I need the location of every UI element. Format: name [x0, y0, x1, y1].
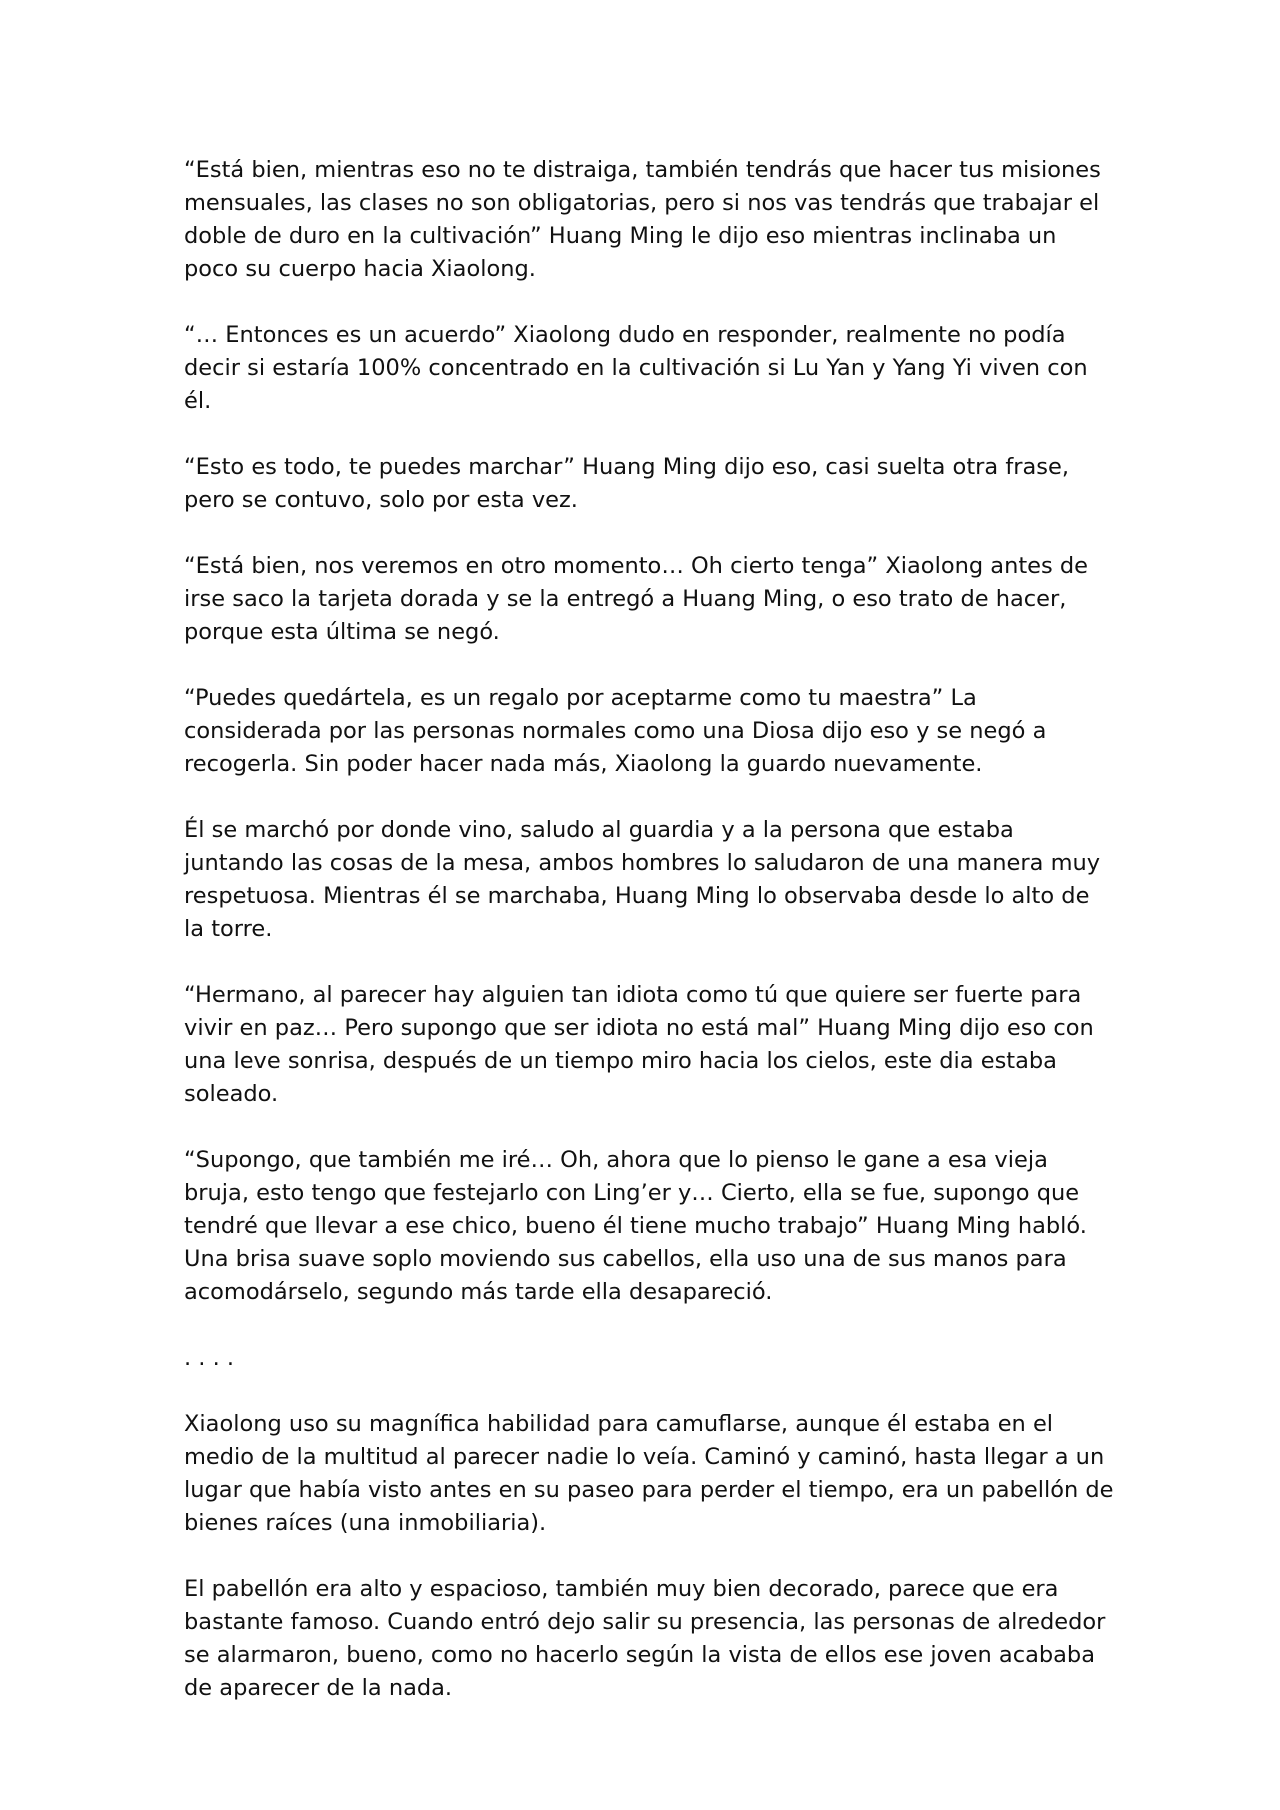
paragraph-7: “Hermano, al parecer hay alguien tan idiota como tú que quiere ser fuerte para vivir en paz… Pero supongo que ser idiota no está mal” Huang Ming dijo eso con una leve sonrisa, después de un tiempo miro hacia los cielos, este dia estaba soleado.	[184, 982, 1094, 1107]
paragraph-5: “Puedes quedártela, es un regalo por aceptarme como tu maestra” La considerada por las personas normales como una Diosa dijo eso y se negó a recogerla. Sin poder hacer nada más, Xiaolong la guardo nuevamente.	[184, 685, 1047, 777]
paragraph-9: Xiaolong uso su magnífica habilidad para camuflarse, aunque él estaba en el medio de la multitud al parecer nadie lo veía. Caminó y caminó, hasta llegar a un lugar que había visto antes en su paseo para perder el tiempo, era un pabellón de bienes raíces (una inmobiliaria).	[184, 1411, 1114, 1536]
document-body	[184, 154, 1114, 1705]
paragraph-3: “Esto es todo, te puedes marchar” Huang Ming dijo eso, casi suelta otra frase, pero se contuvo, solo por esta vez.	[184, 454, 1070, 513]
paragraph-2: “… Entonces es un acuerdo” Xiaolong dudo en responder, realmente no podía decir si estaría 100% concentrado en la cultivación si Lu Yan y Yang Yi viven con él.	[184, 322, 1088, 414]
scene-break: . . . .	[184, 1345, 235, 1371]
paragraph-6: Él se marchó por donde vino, saludo al guardia y a la persona que estaba juntando las cosas de la mesa, ambos hombres lo saludaron de una manera muy respetuosa. Mientras él se marchaba, Huang Ming lo observaba desde lo alto de la torre.	[184, 817, 1101, 942]
paragraph-8: “Supongo, que también me iré… Oh, ahora que lo pienso le gane a esa vieja bruja, esto tengo que festejarlo con Ling’er y… Cierto, ella se fue, supongo que tendré que llevar a ese chico, bueno él tiene mucho trabajo” Huang Ming habló. Una brisa suave soplo moviendo sus cabellos, ella uso una de sus manos para acomodárselo, segundo más tarde ella desapareció.	[184, 1147, 1087, 1305]
paragraph-10: El pabellón era alto y espacioso, también muy bien decorado, parece que era bastante famoso. Cuando entró dejo salir su presencia, las personas de alrededor se alarmaron, bueno, como no hacerlo según la vista de ellos ese joven acababa de aparecer de la nada.	[184, 1576, 1106, 1701]
paragraph-4: “Está bien, nos veremos en otro momento… Oh cierto tenga” Xiaolong antes de irse saco la tarjeta dorada y se la entregó a Huang Ming, o eso trato de hacer, porque esta última se negó.	[184, 553, 1088, 645]
paragraph-1: “Está bien, mientras eso no te distraiga, también tendrás que hacer tus misiones mensuales, las clases no son obligatorias, pero si nos vas tendrás que trabajar el doble de duro en la cultivación” Huang Ming le dijo eso mientras inclinaba un poco su cuerpo hacia Xiaolong.	[184, 157, 1101, 282]
